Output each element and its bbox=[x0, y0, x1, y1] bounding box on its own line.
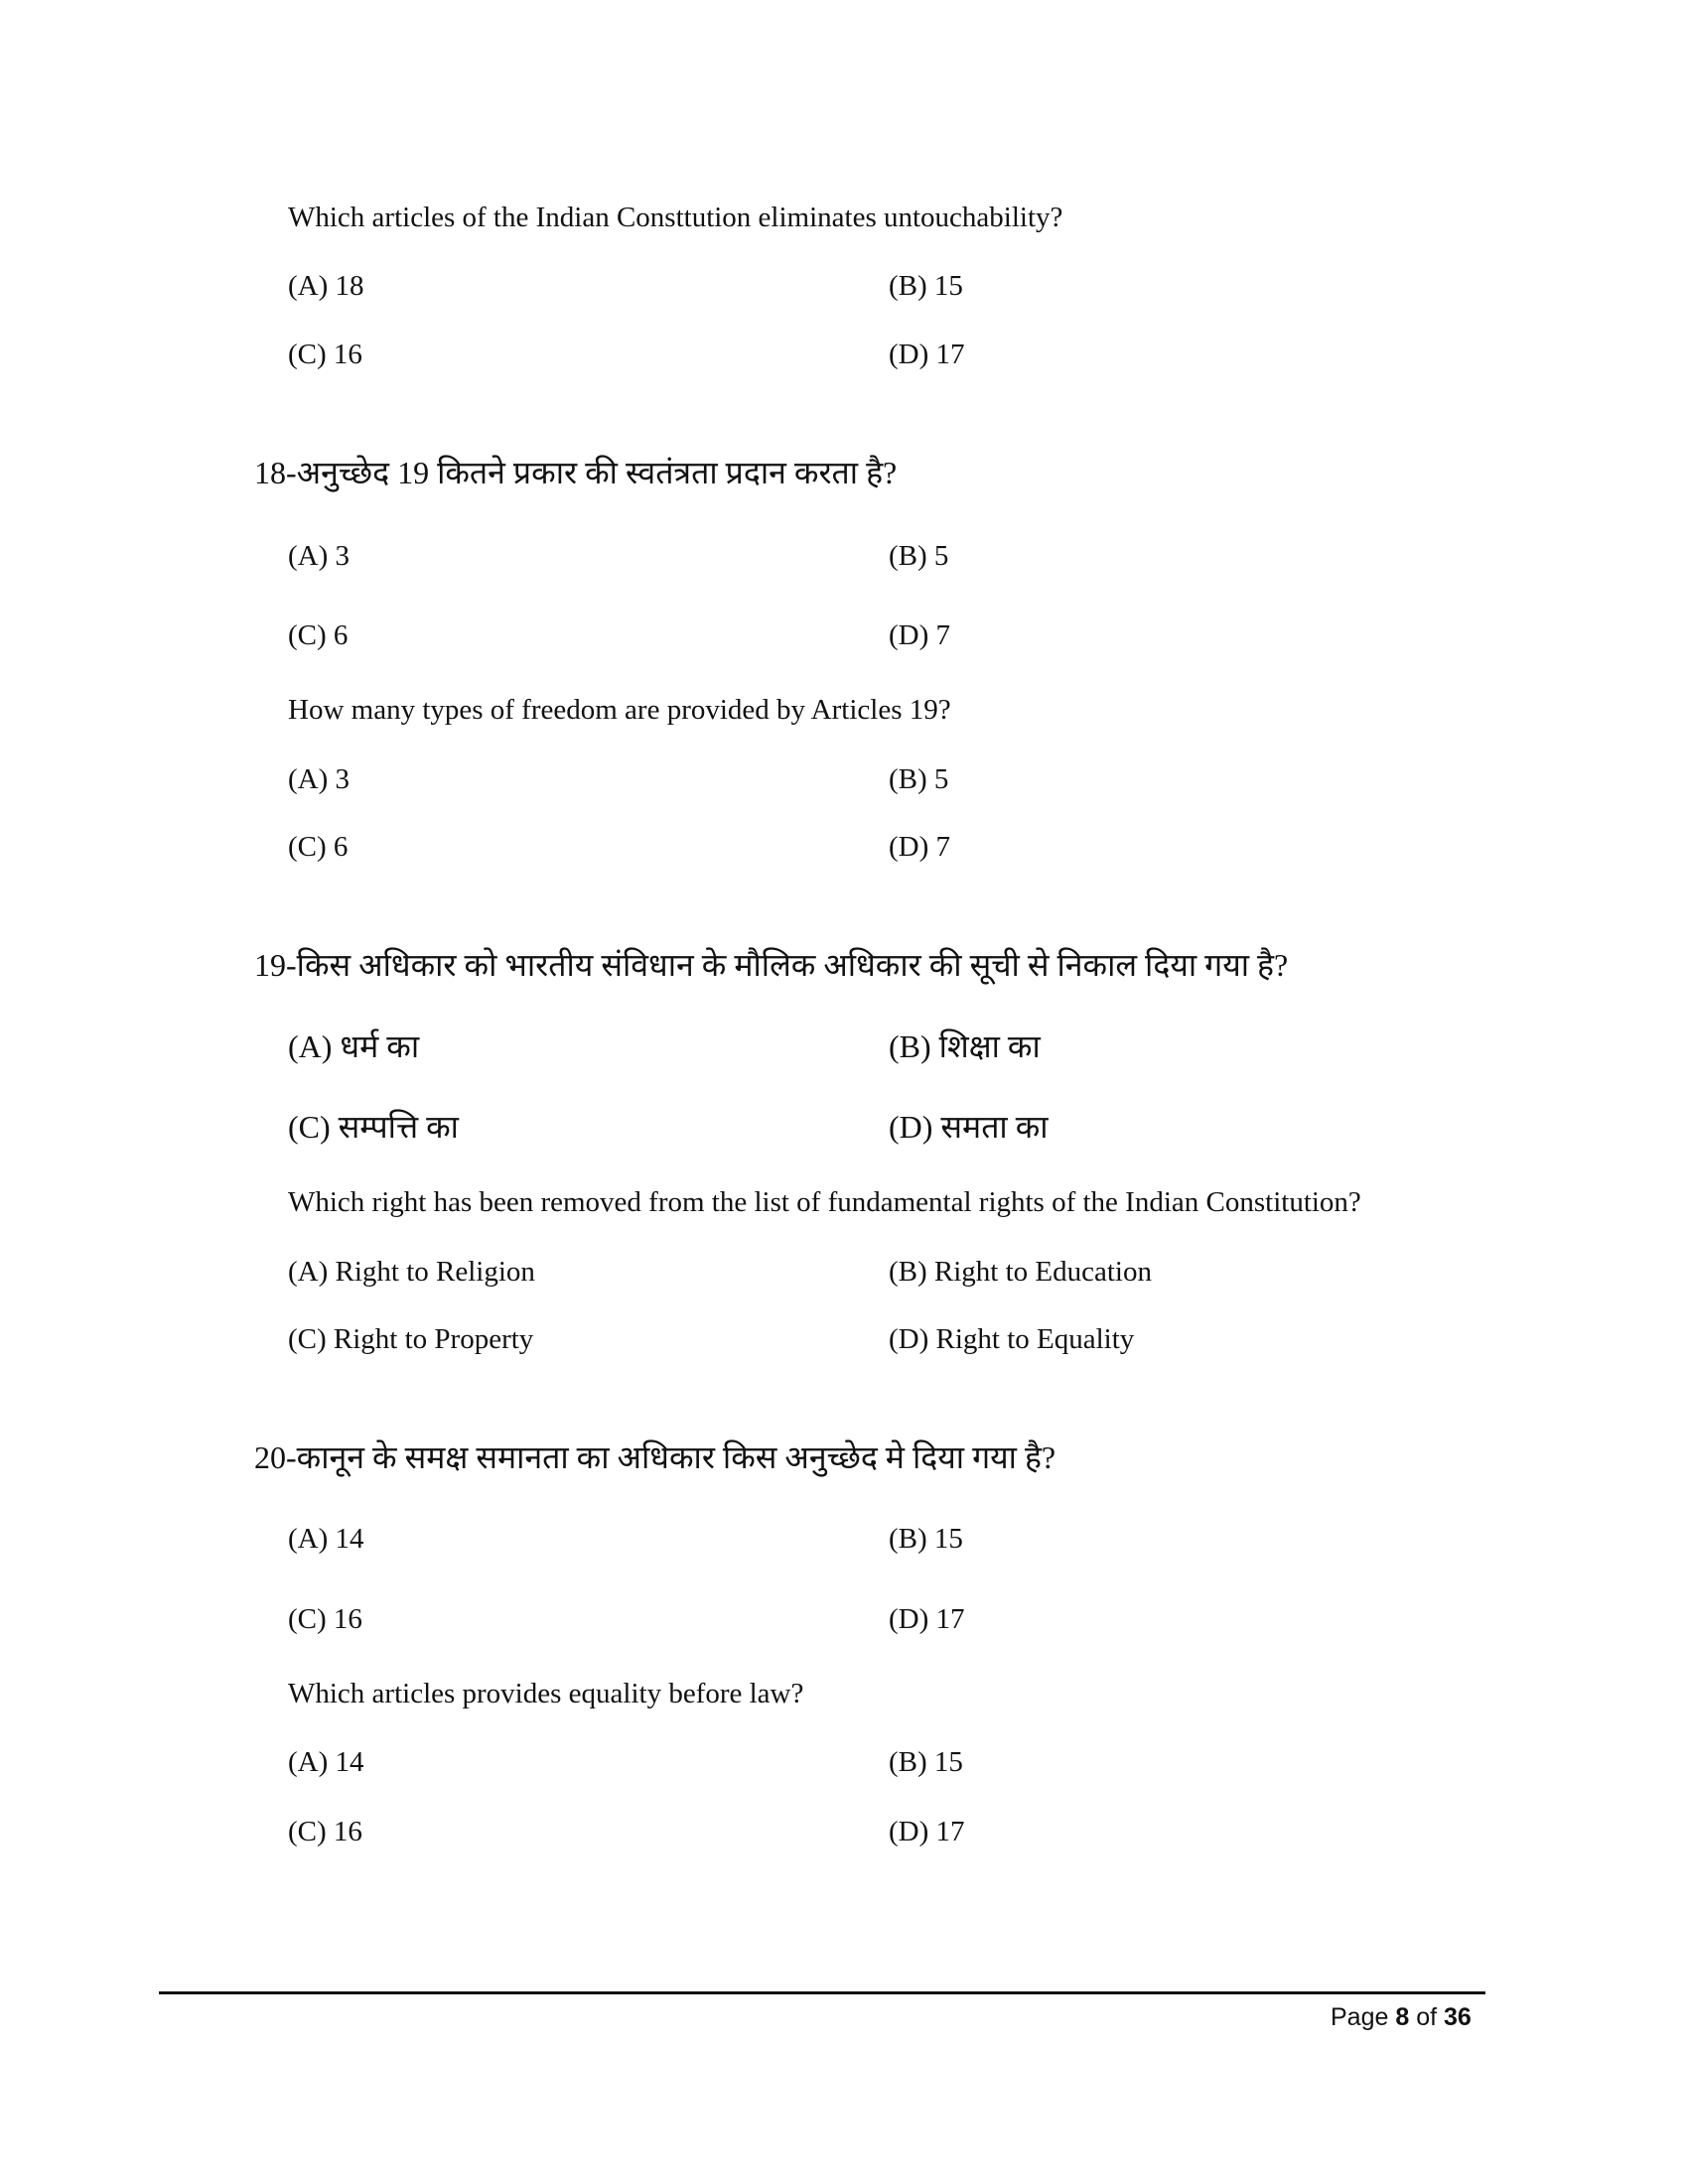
option-b-hindi: (B) शिक्षा का bbox=[889, 1028, 1041, 1064]
page-number bbox=[1331, 2001, 1472, 2033]
option-c-hindi: (C) 6 bbox=[288, 619, 349, 651]
question-18-english: How many types of freedom are provided by Articles 19? bbox=[288, 694, 951, 726]
footer-divider bbox=[159, 1991, 1485, 1994]
option-b: (B) 15 bbox=[889, 270, 963, 302]
question-20-english: Which articles provides equality before law? bbox=[288, 1678, 804, 1709]
option-c: (C) Right to Property bbox=[288, 1323, 534, 1355]
option-d-hindi: (D) 17 bbox=[889, 1603, 965, 1635]
page-label: Page bbox=[1331, 2003, 1396, 2031]
of-label: of bbox=[1409, 2003, 1444, 2031]
option-c-hindi: (C) सम्पत्ति का bbox=[288, 1109, 459, 1145]
question-20-hindi: 20-कानून के समक्ष समानता का अधिकार किस अनुच्छेद मे दिया गया है? bbox=[254, 1439, 1056, 1475]
option-d: (D) 17 bbox=[889, 339, 965, 370]
option-a: (A) Right to Religion bbox=[288, 1256, 535, 1288]
question-17-english: Which articles of the Indian Consttution eliminates untouchability? bbox=[288, 202, 1063, 233]
option-c: (C) 16 bbox=[288, 339, 362, 370]
option-b-hindi: (B) 15 bbox=[889, 1523, 963, 1555]
option-c: (C) 16 bbox=[288, 1816, 362, 1847]
option-a: (A) 14 bbox=[288, 1746, 364, 1778]
option-b-hindi: (B) 5 bbox=[889, 540, 949, 572]
option-d: (D) 17 bbox=[889, 1816, 965, 1847]
option-a-hindi: (A) 14 bbox=[288, 1523, 364, 1555]
option-a: (A) 3 bbox=[288, 763, 351, 795]
option-b: (B) 5 bbox=[889, 763, 949, 795]
option-a-hindi: (A) 3 bbox=[288, 540, 351, 572]
option-c: (C) 6 bbox=[288, 831, 349, 863]
question-18-hindi: 18-अनुच्छेद 19 कितने प्रकार की स्वतंत्रता प्रदान करता है? bbox=[254, 455, 898, 490]
option-a-hindi: (A) धर्म का bbox=[288, 1028, 420, 1064]
option-c-hindi: (C) 16 bbox=[288, 1603, 362, 1635]
question-19-english: Which right has been removed from the list of fundamental rights of the Indian Constitution? bbox=[288, 1186, 1361, 1218]
option-d: (D) Right to Equality bbox=[889, 1323, 1135, 1355]
option-d-hindi: (D) समता का bbox=[889, 1109, 1049, 1145]
option-d-hindi: (D) 7 bbox=[889, 619, 951, 651]
option-a: (A) 18 bbox=[288, 270, 364, 302]
option-b: (B) 15 bbox=[889, 1746, 963, 1778]
page-current: 8 bbox=[1395, 2003, 1410, 2031]
question-19-hindi: 19-किस अधिकार को भारतीय संविधान के मौलिक अधिकार की सूची से निकाल दिया गया है? bbox=[254, 947, 1289, 983]
page-total: 36 bbox=[1444, 2003, 1472, 2031]
option-d: (D) 7 bbox=[889, 831, 951, 863]
option-b: (B) Right to Education bbox=[889, 1256, 1152, 1288]
